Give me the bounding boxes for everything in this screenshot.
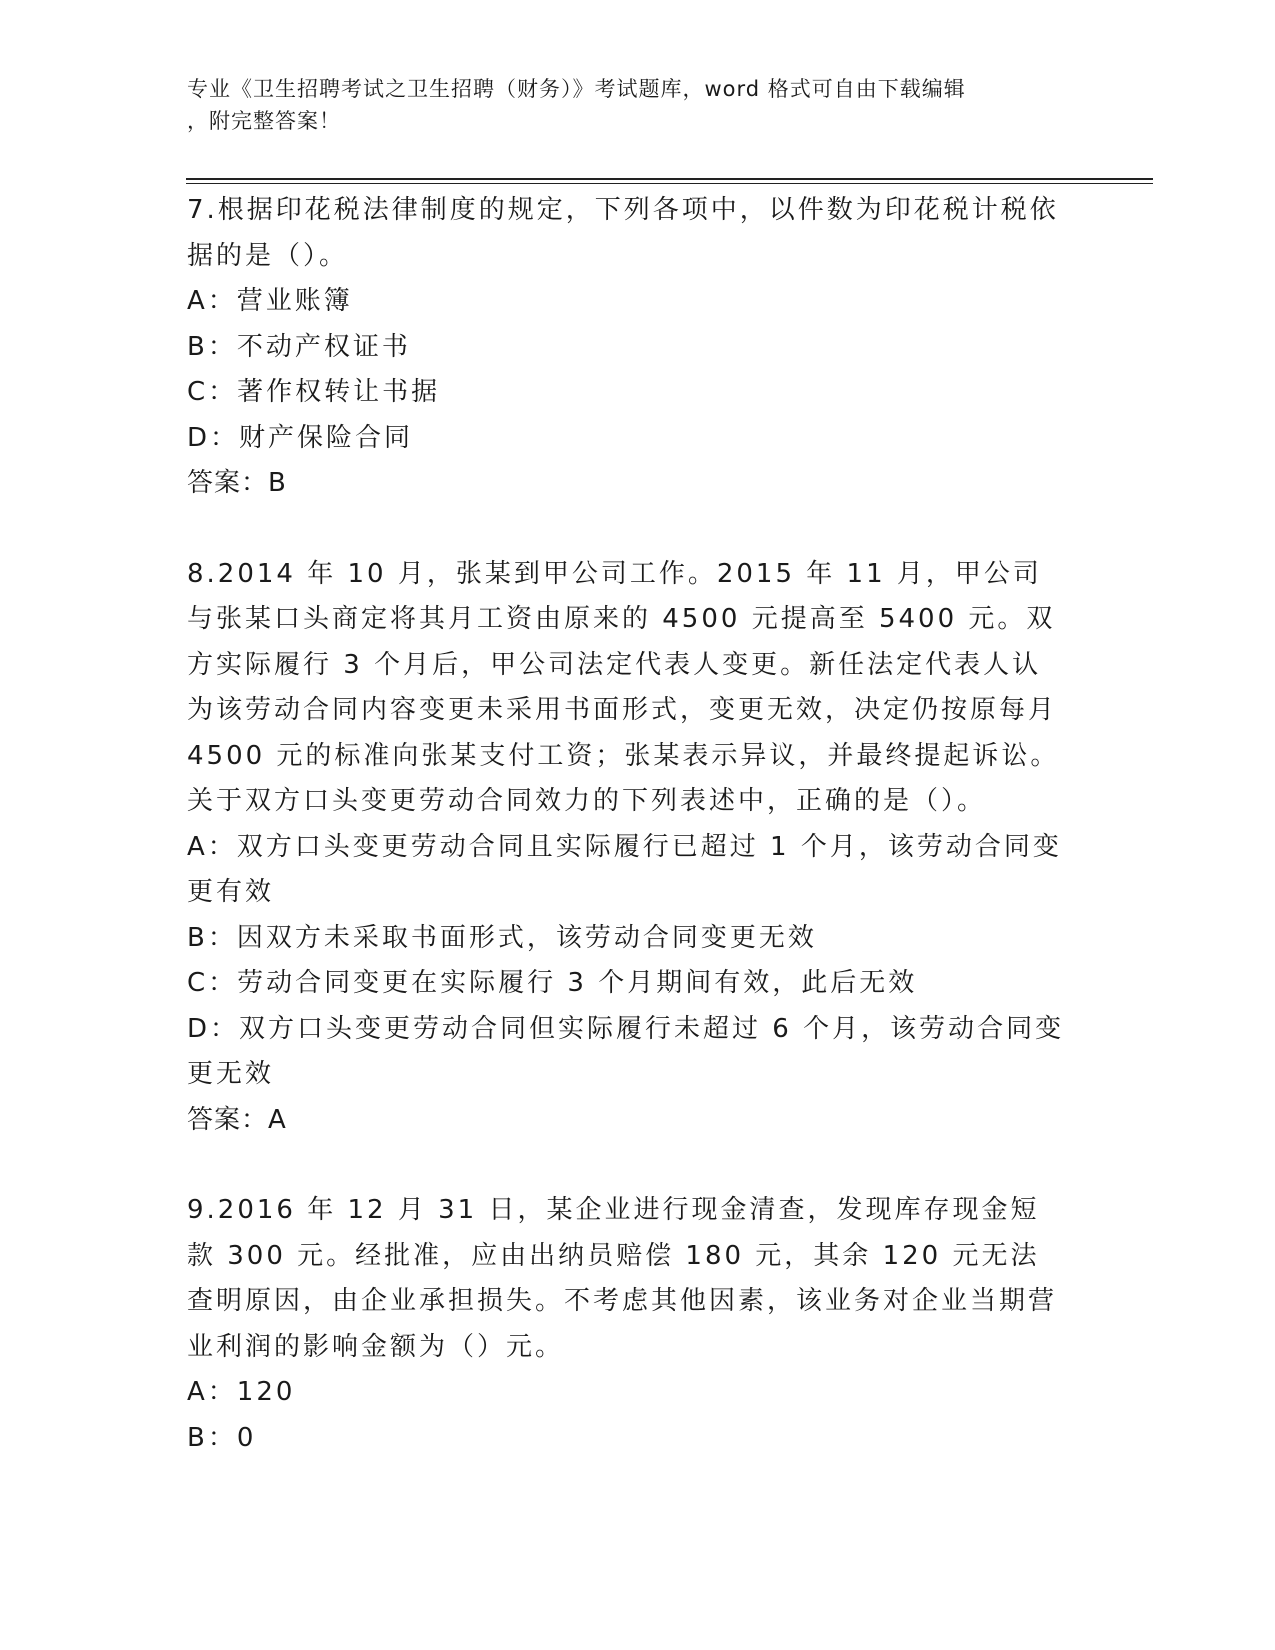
header-divider-thick [186, 178, 1153, 180]
option-b: B：不动产权证书 [187, 331, 411, 362]
option-d: D：双方口头变更劳动合同但实际履行未超过 6 个月，该劳动合同变更无效 [187, 1013, 1065, 1089]
document-header [187, 73, 1067, 137]
option-c: C：劳动合同变更在实际履行 3 个月期间有效，此后无效 [187, 968, 918, 998]
option-b: B：0 [187, 1422, 257, 1453]
option-b: B：因双方未采取书面形式，该劳动合同变更无效 [187, 922, 817, 953]
option-a: A：双方口头变更劳动合同且实际履行已超过 1 个月，该劳动合同变更有效 [187, 831, 1062, 907]
question-list [187, 188, 1067, 1461]
header-divider-thin [186, 183, 1153, 184]
option-d: D：财产保险合同 [187, 422, 414, 453]
question-7 [187, 188, 1067, 507]
option-a: A：营业账簿 [187, 286, 353, 316]
answer: 答案：B [187, 468, 287, 498]
question-stem: 8.2014 年 10 月，张某到甲公司工作。2015 年 11 月，甲公司与张某口头商定将其月工资由原来的 4500 元提高至 5400 元。双方实际履行 3 个月后，甲公司法定代表人变更。新任法定代表人认为该劳动合同内容变更未采用书面形式，变更无效，决定仍按原每月 4500 元的标准向张某支付工资；张某表示异议，并最终提起诉讼。关于双方口头变更劳动合同效力的下列表述中，正确的是（）。 [187, 558, 1060, 816]
answer: 答案：A [187, 1104, 287, 1135]
question-8 [187, 552, 1067, 1144]
option-a: A：120 [187, 1377, 296, 1407]
header-line-2: ，附完整答案！ [187, 109, 341, 133]
question-stem: 9.2016 年 12 月 31 日，某企业进行现金清查，发现库存现金短款 300 元。经批准，应由出纳员赔偿 180 元，其余 120 元无法查明原因，由企业承担损失。不考虑其他因素，该业务对企业当期营业利润的影响金额为（）元。 [187, 1195, 1058, 1362]
header-line-1: 专业《卫生招聘考试之卫生招聘（财务）》考试题库，word 格式可自由下载编辑 [187, 77, 966, 101]
question-9 [187, 1188, 1067, 1461]
question-spacer [187, 507, 1067, 552]
option-c: C：著作权转让书据 [187, 377, 441, 407]
question-spacer [187, 1143, 1067, 1188]
question-stem: 7.根据印花税法律制度的规定，下列各项中，以件数为印花税计税依据的是（）。 [187, 195, 1059, 271]
